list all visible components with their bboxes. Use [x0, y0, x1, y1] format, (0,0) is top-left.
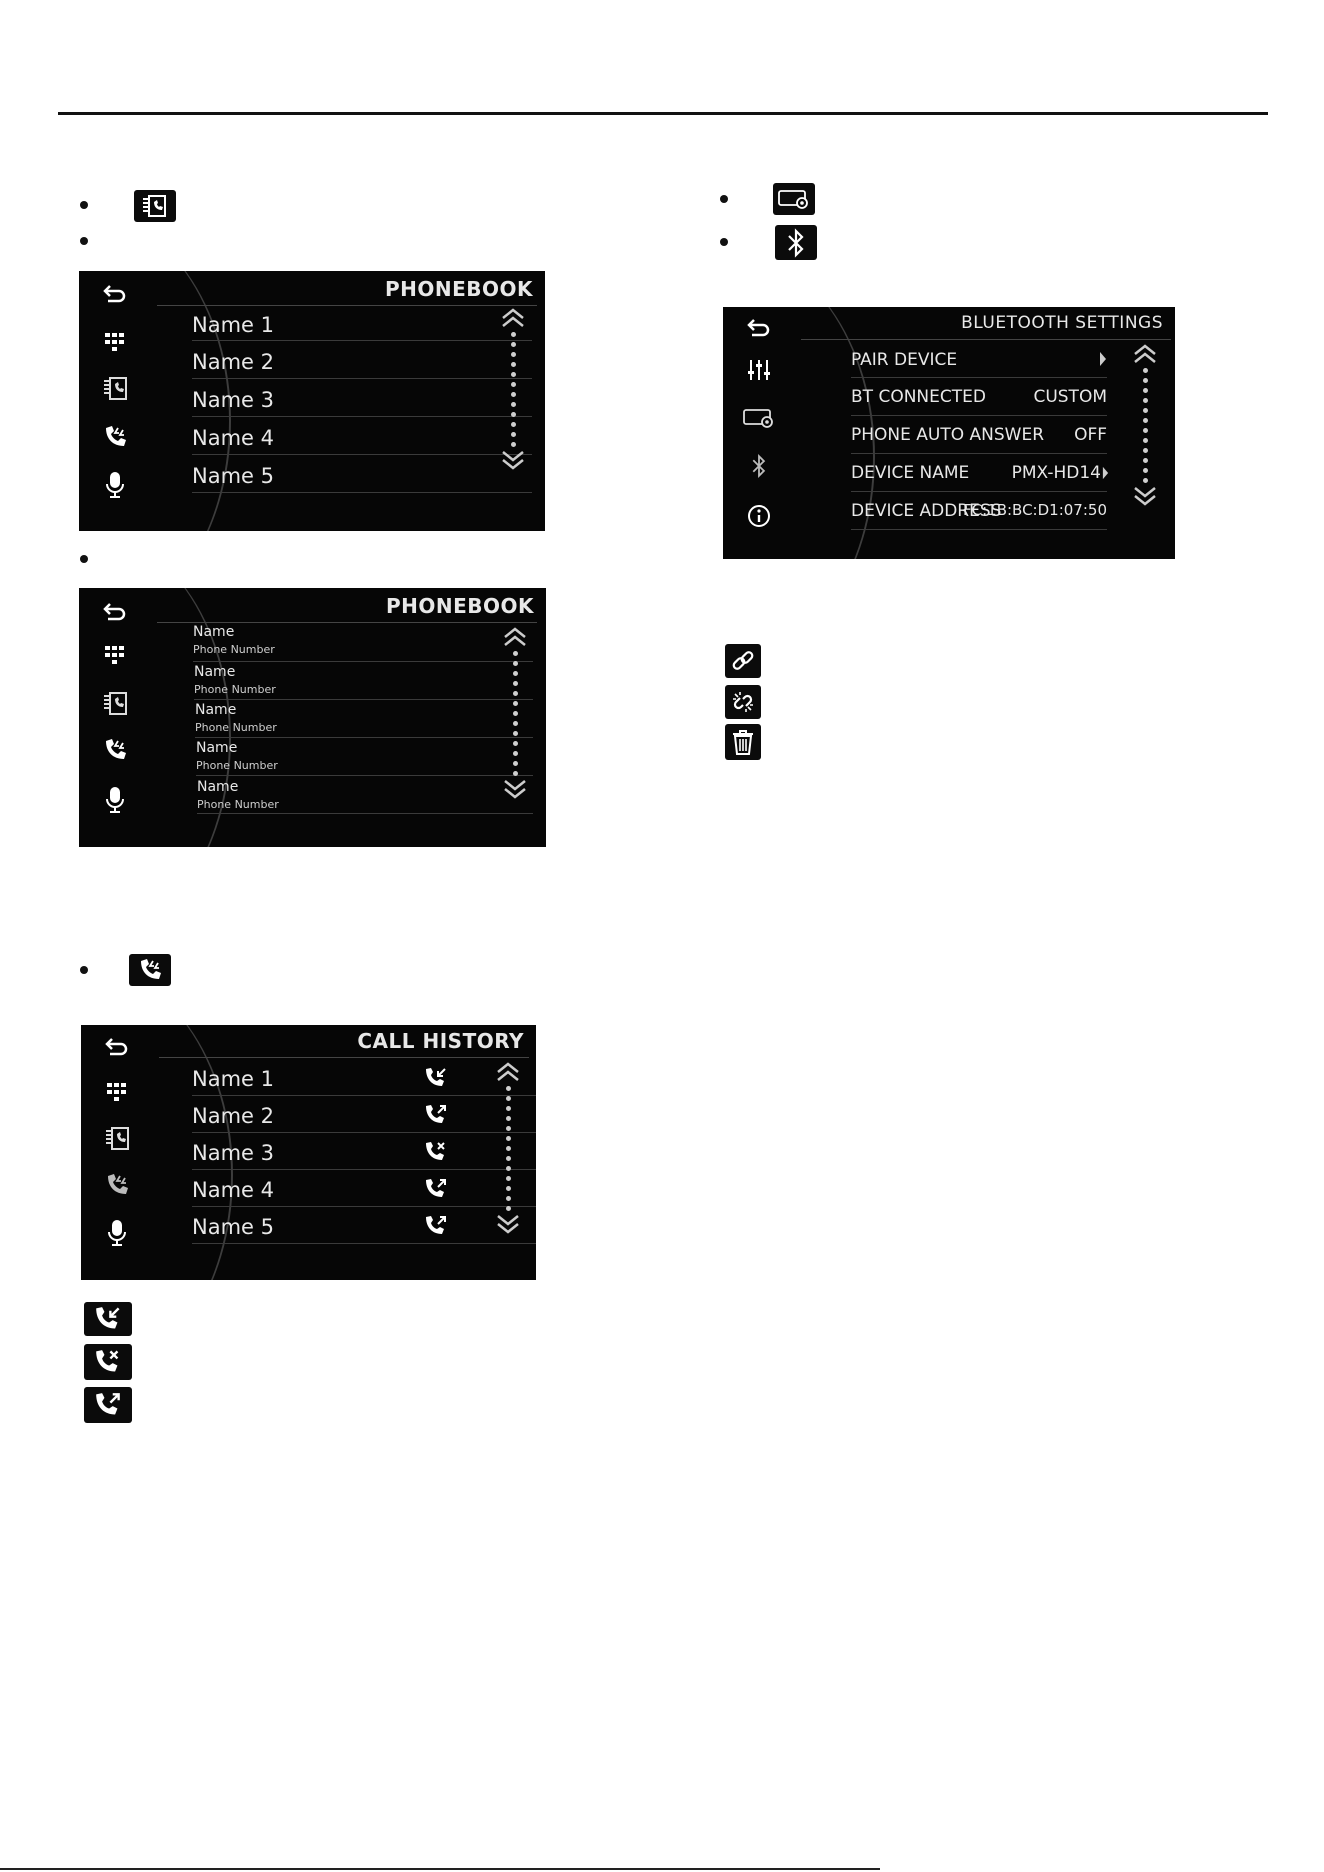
list-item[interactable]: Name 2	[192, 1096, 536, 1133]
incoming-call-icon	[84, 1302, 132, 1336]
setting-bt-connected[interactable]: BT CONNECTED CUSTOM	[851, 378, 1107, 416]
list-item[interactable]: Name 3	[192, 1133, 536, 1170]
setting-device-address: DEVICE ADDRESS FC:1B:BC:D1:07:50	[851, 492, 1107, 530]
device-settings-icon[interactable]	[737, 403, 781, 433]
bullet	[80, 555, 88, 563]
outgoing-call-icon	[84, 1387, 132, 1423]
setting-device-name[interactable]: DEVICE NAME PMX-HD14	[851, 454, 1107, 492]
bottom-divider	[0, 1868, 880, 1870]
screen-title: CALL HISTORY	[357, 1029, 524, 1053]
outgoing-call-icon	[424, 1215, 448, 1237]
bluetooth-icon	[775, 225, 817, 260]
scroll-up-icon[interactable]	[502, 626, 528, 648]
call-history-icon[interactable]	[95, 1169, 139, 1201]
microphone-icon[interactable]	[93, 782, 137, 818]
call-history-icon[interactable]	[93, 421, 137, 453]
list-item[interactable]: Name 4	[192, 1170, 536, 1207]
outgoing-call-icon	[424, 1104, 448, 1126]
phonebook-icon[interactable]	[93, 373, 137, 405]
scrollbar[interactable]	[503, 626, 527, 800]
scrollbar[interactable]	[496, 1061, 520, 1235]
outgoing-call-icon	[424, 1178, 448, 1200]
device-settings-icon	[773, 183, 815, 215]
bullet	[720, 238, 728, 246]
scrollbar[interactable]	[1133, 343, 1157, 507]
list-item[interactable]: Name Phone Number	[195, 700, 533, 738]
bullet	[720, 195, 728, 203]
setting-phone-auto-answer[interactable]: PHONE AUTO ANSWER OFF	[851, 416, 1107, 454]
chevron-right-icon	[1099, 351, 1107, 367]
list-item[interactable]: Name Phone Number	[197, 776, 533, 814]
phonebook-screen	[79, 271, 545, 531]
list-item[interactable]: Name 5	[192, 1207, 536, 1244]
scroll-up-icon[interactable]	[495, 1061, 521, 1083]
keypad-icon[interactable]	[93, 640, 137, 670]
bullet	[80, 966, 88, 974]
bluetooth-icon[interactable]	[737, 449, 781, 483]
scroll-up-icon[interactable]	[500, 307, 526, 329]
header-line	[801, 339, 1171, 340]
setting-pair-device[interactable]: PAIR DEVICE	[851, 341, 1107, 378]
list-item[interactable]: Name 2	[192, 341, 532, 379]
keypad-icon[interactable]	[95, 1077, 139, 1107]
microphone-icon[interactable]	[95, 1215, 139, 1251]
bullet	[80, 237, 88, 245]
scroll-up-icon[interactable]	[1132, 343, 1158, 365]
header-line	[159, 1057, 529, 1058]
keypad-icon[interactable]	[93, 327, 137, 357]
phonebook-icon[interactable]	[95, 1123, 139, 1155]
missed-call-icon	[84, 1344, 132, 1380]
list-item[interactable]: Name 1	[192, 303, 532, 341]
header-line	[157, 622, 537, 623]
info-icon[interactable]	[737, 501, 781, 531]
equalizer-icon[interactable]	[737, 355, 781, 385]
scroll-down-icon[interactable]	[502, 778, 528, 800]
list-item[interactable]: Name 3	[192, 379, 532, 417]
microphone-icon[interactable]	[93, 467, 137, 503]
scrollbar[interactable]	[501, 307, 525, 471]
missed-call-icon	[424, 1141, 448, 1163]
list-item[interactable]: Name 5	[192, 455, 532, 493]
chevron-right-icon	[1102, 465, 1109, 481]
list-item[interactable]: Name 1	[192, 1059, 536, 1096]
back-icon[interactable]	[93, 278, 137, 308]
phonebook-icon	[134, 190, 176, 222]
screen-title: PHONEBOOK	[385, 594, 534, 618]
list-item[interactable]: Name Phone Number	[193, 624, 533, 662]
scroll-down-icon[interactable]	[1132, 485, 1158, 507]
back-icon[interactable]	[93, 596, 137, 626]
call-history-icon[interactable]	[93, 734, 137, 766]
incoming-call-icon	[424, 1067, 448, 1089]
trash-icon	[725, 724, 761, 760]
call-history-screen	[81, 1025, 536, 1280]
phonebook-icon[interactable]	[93, 688, 137, 720]
screen-title: PHONEBOOK	[384, 277, 533, 301]
phonebook-detail-screen	[79, 588, 546, 847]
list-item[interactable]: Name 4	[192, 417, 532, 455]
call-history-icon	[129, 954, 171, 986]
screen-title: BLUETOOTH SETTINGS	[961, 313, 1163, 333]
unlink-icon	[725, 685, 761, 719]
list-item[interactable]: Name Phone Number	[194, 662, 533, 700]
back-icon[interactable]	[95, 1031, 139, 1061]
scroll-down-icon[interactable]	[500, 449, 526, 471]
bluetooth-settings-screen	[723, 307, 1175, 559]
bullet	[80, 201, 88, 209]
top-divider	[58, 112, 1268, 115]
back-icon[interactable]	[737, 312, 781, 342]
list-item[interactable]: Name Phone Number	[196, 738, 533, 776]
link-icon	[725, 644, 761, 678]
scroll-down-icon[interactable]	[495, 1213, 521, 1235]
